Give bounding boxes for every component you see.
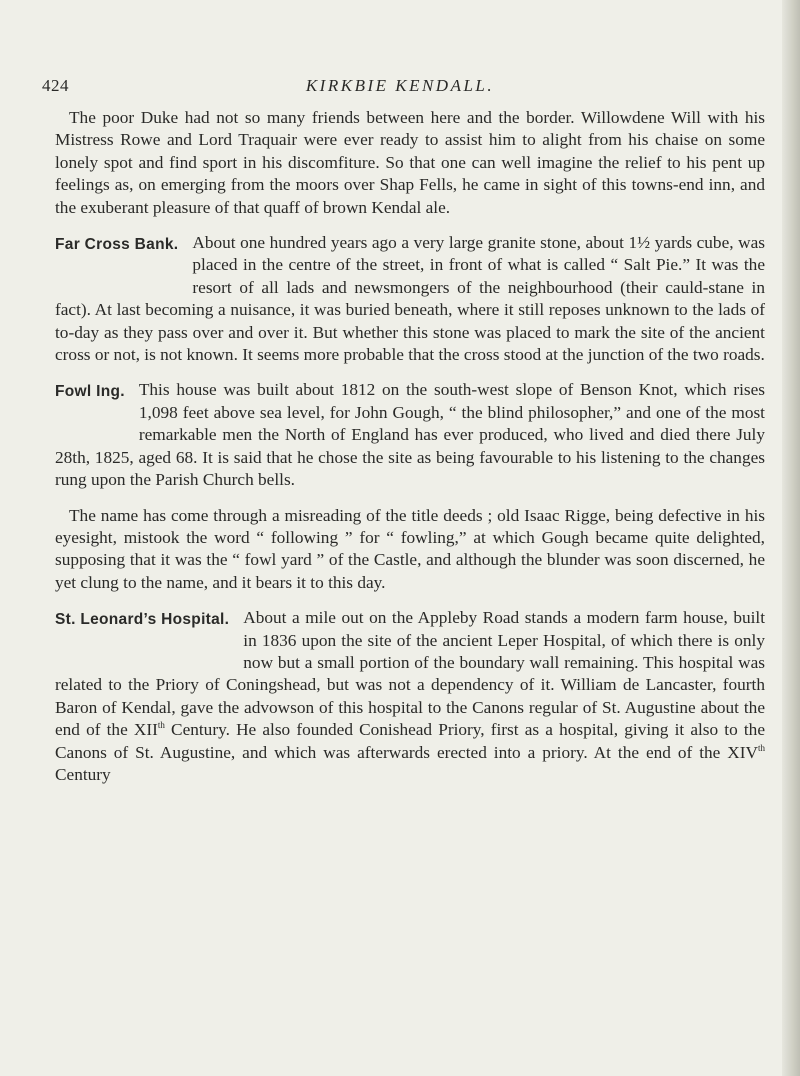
paragraph-far-cross-bank: About one hundred years ago a very large granite stone, about 1½ yards cube, was placed in the centre of the street, in front of what is called “ Salt Pie.” It was the resort of all lads and newsmongers of the neighbourhood (their cauld-stane in fact). At last becoming a nuisance, it was buried beneath, where it still reposes unknown to the lads of to-day as they pass over and over it. But whether this stone was placed to mark the site of the ancient cross or not, is not known. It seems more probable that the cross stood at the junction of the two roads. [55,233,765,365]
paragraph-fowl-ing: This house was built about 1812 on the south-west slope of Benson Knot, which rises 1,098 feet above sea level, for John Gough, “ the blind philosopher,” and one of the most remarkable men the North of England has ever produced, who lived and died there July 28th, 1825, aged 68. It is said that he chose the site as being favourable to his listening to the changes rung upon the Parish Church bells. [55,380,765,490]
running-title: KIRKBIE KENDALL. [305,76,495,95]
st-leonard-text-2: Century. He also founded Conishead Priory, first as a hospital, giving it also to the Canons of St. Augustine, and which was afterwards erected into a priory. At the end of the XIV [55,720,765,762]
heading-st-leonards-hospital: St. Leonard’s Hospital. [55,611,230,629]
st-leonard-text-1: About a mile out on the Appleby Road stands a modern farm house, built in 1836 upon the site of the ancient Leper Hospital, of which there is only now but a small portion of the boundary wall remaining. This hospital was related to the Priory of Coningshead, but was not a dependency of it. William de Lancaster, fourth Baron of Kendal, gave the advowson of this hospital to the Canons regular of St. Augustine about the end of the XII [55,608,765,740]
section-far-cross-bank [55,232,765,366]
paragraph-name-origin: The name has come through a misreading of the title deeds ; old Isaac Rigge, being defective in his eyesight, mistook the word “ following ” for “ fowling,” at which Gough became quite delighted, supposing that it was the “ fowl yard ” of the Castle, and although the blunder was soon discerned, he yet clung to the name, and it bears it to this day. [55,505,765,592]
body-text [55,107,765,786]
page-number: 424 [42,76,69,95]
paragraph-duke: The poor Duke had not so many friends between here and the border. Willowdene Will with his Mistress Rowe and Lord Traquair were ever ready to assist him to alight from his chaise on some lonely spot and find sport in his discomfiture. So that one can well imagine the relief to his pent up feelings as, on emerging from the moors over Shap Fells, he came in sight of this towns-end inn, and the exuberant pleasure of that quaff of brown Kendal ale. [55,108,765,217]
heading-fowl-ing: Fowl Ing. [55,383,125,401]
st-leonard-text-3: Century [55,764,111,784]
heading-far-cross-bank: Far Cross Bank. [55,236,179,254]
page-header [42,76,758,100]
section-st-leonards-hospital [55,607,765,786]
superscript-th: th [757,742,765,753]
section-fowl-ing [55,379,765,491]
page-edge [782,0,800,1076]
superscript-th: th [157,720,165,731]
